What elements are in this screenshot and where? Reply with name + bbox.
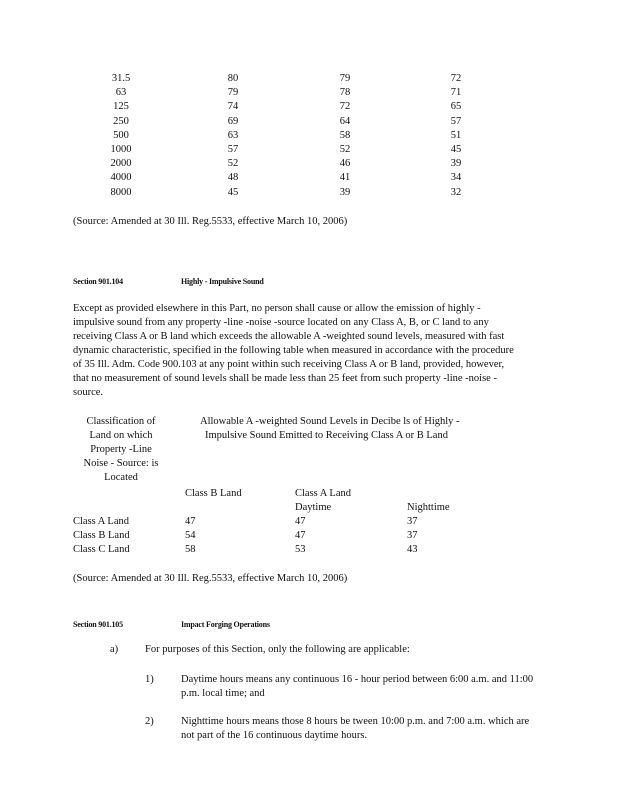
item-1-line: p.m. local time; and [181,688,265,699]
item-1-line: Daytime hours means any continuous 16 - hour period between 6:00 a.m. and 11:00 [181,674,534,685]
table-header-cell: Located [104,472,138,483]
level-cell: 79 [339,73,351,84]
frequency-cell: 125 [113,101,129,113]
column-header-class-a: Class A Land [295,488,352,499]
table-cell: 53 [295,544,306,555]
table-header-cell: Allowable A -weighted Sound Levels in Decibe ls of Highly - [200,416,460,427]
item-2-line: Nighttime hours means those 8 hours be tween 10:00 p.m. and 7:00 a.m. which are [181,716,530,727]
source-note-2: (Source: Amended at 30 Ill. Reg.5533, effective March 10, 2006) [73,573,348,584]
level-cell: 41 [339,172,351,184]
section-104-number: Section 901.104 [73,277,123,286]
source-note-1: (Source: Amended at 30 Ill. Reg.5533, effective March 10, 2006) [73,216,348,227]
level-cell: 63 [227,129,239,141]
frequency-cell: 4000 [110,172,132,184]
level-cell: 58 [339,129,351,141]
level-cell: 45 [227,186,239,198]
table-row-label: Class B Land [73,530,130,541]
item-a-text: For purposes of this Section, only the following are applicable: [145,644,410,655]
frequency-cell: 500 [113,129,129,141]
item-a-label: a) [110,644,119,655]
level-cell: 57 [450,115,462,127]
section-105-title: Impact Forging Operations [181,620,270,629]
para-line: impulsive sound from any property -line -noise -source located on any Class A, B, or C land to any [73,317,489,328]
table-header-cell: Noise - Source: is [83,458,159,469]
level-cell: 72 [339,101,351,113]
level-cell: 78 [339,87,351,99]
table-row-label: Class C Land [73,544,130,555]
level-cell: 65 [450,101,462,113]
section-104-title: Highly - Impulsive Sound [181,277,264,286]
table-header-cell: Classification of [86,416,156,427]
column-header-class-b: Class B Land [185,488,242,499]
para-line: of 35 Ill. Adm. Code 900.103 at any point within such receiving Class A or B land, provided, however, [73,359,505,370]
level-cell: 45 [450,144,462,155]
para-line: that no measurement of sound levels shall be made less than 25 feet from such property -line -noise - [73,373,497,384]
level-cell: 72 [450,73,462,84]
level-cell: 39 [339,186,351,198]
level-cell: 57 [227,144,239,155]
level-cell: 51 [450,129,462,141]
table-cell: 54 [185,530,196,541]
item-2-line: not part of the 16 continuous daytime hours. [181,730,368,741]
para-line: dynamic characteristic, specified in the following table when measured in accordance with the procedure [73,345,514,356]
level-cell: 32 [450,186,462,198]
table-header-cell: Impulsive Sound Emitted to Receiving Class A or B Land [205,430,448,441]
level-cell: 34 [450,172,462,184]
level-cell: 69 [227,115,239,127]
column-header-nighttime: Nighttime [407,502,450,513]
level-cell: 46 [339,158,351,170]
table-header-cell: Property -Line [90,444,152,455]
item-1-label: 1) [145,674,154,685]
table-cell: 37 [407,516,418,527]
frequency-cell: 63 [115,87,127,99]
table-cell: 37 [407,530,418,541]
frequency-cell: 2000 [110,158,132,170]
table-cell: 47 [295,516,306,527]
frequency-cell: 8000 [110,186,132,198]
item-2-label: 2) [145,716,154,727]
level-cell: 39 [450,158,462,170]
level-cell: 74 [227,101,239,113]
level-cell: 64 [339,115,351,127]
level-cell: 79 [227,87,239,99]
table-row-label: Class A Land [73,516,130,527]
frequency-cell: 31.5 [111,73,131,84]
level-cell: 52 [227,158,239,170]
level-cell: 48 [227,172,239,184]
table-cell: 43 [407,544,418,555]
table-header-cell: Land on which [89,430,153,441]
table-cell: 47 [295,530,306,541]
table-cell: 58 [185,544,196,555]
frequency-cell: 1000 [110,144,132,155]
level-cell: 71 [450,87,462,99]
para-line: receiving Class A or B land which exceeds the allowable A -weighted sound levels, measured with fast [73,331,505,342]
para-line: source. [73,387,104,398]
table-cell: 47 [185,516,196,527]
level-cell: 80 [227,73,239,84]
section-105-number: Section 901.105 [73,620,123,629]
level-cell: 52 [339,144,351,155]
para-line: Except as provided elsewhere in this Part, no person shall cause or allow the emission of highly - [73,303,481,314]
column-header-daytime: Daytime [295,502,332,513]
frequency-cell: 250 [113,115,129,127]
